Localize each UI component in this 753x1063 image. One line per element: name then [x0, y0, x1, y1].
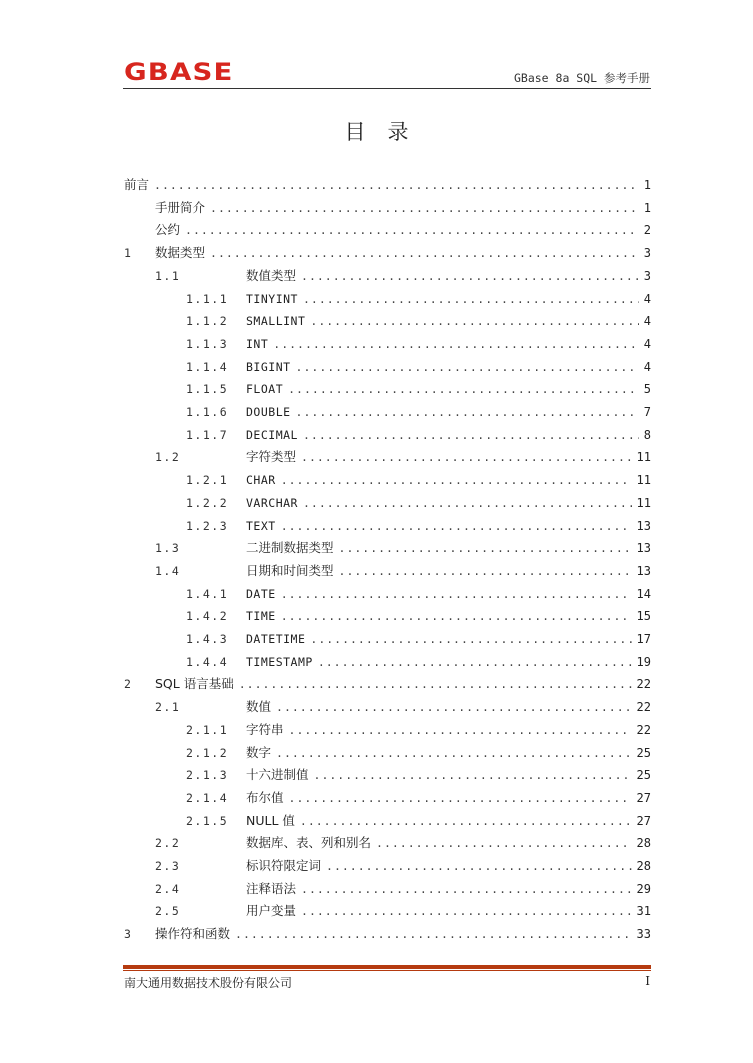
toc-entry-page: 28 — [636, 859, 651, 873]
toc-entry-label: 注释语法 — [246, 880, 297, 896]
toc-entry[interactable] — [186, 516, 651, 536]
toc-entry-number: 1.3 — [155, 541, 181, 556]
toc-entry[interactable] — [124, 243, 651, 263]
toc-entry-label: VARCHAR — [246, 495, 298, 510]
toc-entry-page: 22 — [636, 722, 651, 737]
toc-entry[interactable] — [124, 674, 651, 694]
toc-entry-label: DATETIME — [246, 632, 306, 646]
toc-entry-label: 字符串 — [246, 721, 284, 737]
toc-entry-number: 1.1.1 — [186, 291, 229, 306]
toc-dot-leader — [303, 493, 632, 513]
toc-entry-page: 2 — [643, 223, 651, 238]
toc-entry-number: 1.2.2 — [186, 495, 229, 510]
toc-entry[interactable] — [155, 697, 651, 717]
toc-entry-page: 11 — [636, 495, 651, 510]
toc-entry-number: 3 — [124, 927, 133, 942]
footer-page-number: I — [645, 974, 650, 988]
toc-entry-label: 数值 — [246, 699, 272, 715]
toc-entry-page: 19 — [636, 654, 651, 669]
toc-dot-leader — [210, 243, 639, 263]
toc-heading: 目录 — [344, 120, 431, 144]
toc-entry-page: 11 — [636, 450, 651, 465]
toc-entry-page: 15 — [636, 609, 651, 624]
toc-entry-label: 数据类型 — [155, 245, 206, 261]
toc-dot-leader — [303, 425, 639, 445]
toc-entry-label: 数字 — [246, 744, 272, 760]
toc-entry-label: CHAR — [246, 473, 276, 488]
toc-dot-leader — [310, 311, 638, 331]
toc-dot-leader — [276, 743, 632, 763]
toc-entry-number: 2.1.3 — [186, 768, 229, 783]
toc-dot-leader — [301, 266, 639, 286]
toc-entry-page: 25 — [636, 768, 651, 783]
toc-entry-number: 1.1 — [155, 268, 181, 283]
toc-entry-number: 1.4.2 — [186, 609, 229, 624]
toc-entry-number: 1.2.3 — [186, 518, 229, 533]
toc-entry-number: 1.1.6 — [186, 405, 229, 419]
toc-entry[interactable] — [186, 311, 651, 331]
toc-entry-label: DECIMAL — [246, 427, 298, 442]
toc-entry-label: 手册简介 — [155, 199, 206, 215]
toc-entry-page: 4 — [643, 336, 651, 351]
toc-entry-page: 33 — [636, 927, 651, 942]
toc-entry[interactable] — [155, 447, 651, 467]
toc-entry-page: 22 — [636, 677, 651, 692]
toc-dot-leader — [296, 357, 639, 377]
toc-dot-leader — [300, 811, 632, 831]
toc-dot-leader — [235, 924, 632, 944]
toc-entry-number: 2.2 — [155, 836, 181, 851]
toc-entry[interactable] — [186, 334, 651, 354]
toc-entry-number: 1.2.1 — [186, 473, 229, 488]
toc-entry-page: 1 — [643, 200, 651, 215]
toc-entry[interactable] — [124, 924, 651, 944]
toc-entry-label: 标识符限定词 — [246, 858, 322, 873]
toc-entry[interactable] — [155, 901, 651, 921]
toc-entry[interactable] — [155, 879, 651, 899]
toc-entry-label: INT — [246, 336, 269, 351]
toc-dot-leader — [281, 606, 632, 626]
toc-entry-number: 2.1 — [155, 700, 181, 715]
toc-entry-label: TIME — [246, 609, 276, 624]
toc-dot-leader — [301, 879, 632, 899]
toc-entry-number: 1.4 — [155, 563, 181, 578]
toc-entry-number: 1.1.2 — [186, 314, 229, 329]
toc-entry-number: 1.1.7 — [186, 427, 229, 442]
toc-entry-page: 4 — [643, 359, 651, 374]
toc-entry-label: BIGINT — [246, 359, 291, 374]
toc-entry-label: 布尔值 — [246, 789, 284, 805]
toc-dot-leader — [289, 720, 632, 740]
toc-entry[interactable] — [186, 584, 651, 604]
toc-entry-number: 1.4.4 — [186, 654, 229, 669]
toc-entry-number: 1 — [124, 246, 133, 261]
toc-entry-page: 29 — [636, 881, 651, 896]
toc-entry[interactable] — [186, 289, 651, 309]
toc-dot-leader — [154, 175, 639, 195]
toc-entry[interactable] — [186, 470, 651, 490]
toc-entry-label: 日期和时间类型 — [246, 562, 334, 578]
toc-dot-leader — [301, 901, 632, 921]
toc-entry-label: TEXT — [246, 518, 276, 533]
toc-entry-label: SMALLINT — [246, 314, 306, 329]
toc-dot-leader — [210, 198, 639, 218]
toc-entry-page: 13 — [636, 518, 651, 533]
toc-entry-number: 2.1.4 — [186, 790, 229, 805]
toc-entry-page: 1 — [643, 178, 651, 192]
toc-dot-leader — [281, 516, 632, 536]
toc-dot-leader — [296, 402, 639, 422]
toc-entry[interactable] — [186, 629, 651, 649]
toc-dot-leader — [288, 379, 639, 399]
toc-entry-number: 1.4.3 — [186, 632, 229, 646]
toc-entry-page: 27 — [636, 813, 651, 828]
toc-entry-number: 1.1.5 — [186, 382, 229, 397]
toc-entry-number: 2.5 — [155, 904, 181, 919]
document-title: GBase 8a SQL 参考手册 — [513, 71, 650, 85]
toc-entry[interactable] — [186, 765, 651, 785]
toc-entry-label: TINYINT — [246, 291, 298, 306]
toc-entry-label: 数据库、表、列和别名 — [246, 835, 372, 851]
toc-entry-number: 1.1.3 — [186, 336, 229, 351]
toc-entry-label: 数值类型 — [246, 267, 297, 283]
toc-entry[interactable] — [186, 788, 651, 808]
toc-entry-number: 2.3 — [155, 859, 181, 873]
toc-entry[interactable] — [186, 357, 651, 377]
toc-entry-page: 4 — [643, 314, 651, 329]
toc-entry[interactable] — [155, 833, 651, 853]
toc-entry-label: 操作符和函数 — [155, 926, 231, 942]
toc-entry-label: DATE — [246, 586, 276, 601]
toc-entry-page: 28 — [636, 836, 651, 851]
toc-entry-page: 7 — [643, 405, 651, 419]
footer-divider-thin — [123, 970, 651, 971]
toc-dot-leader — [314, 765, 632, 785]
toc-entry[interactable] — [155, 538, 651, 558]
gbase-logo: GBASE — [124, 58, 234, 86]
footer-divider-thick — [123, 965, 651, 969]
toc-dot-leader — [273, 334, 638, 354]
toc-entry[interactable] — [186, 811, 651, 831]
toc-entry-number: 1.2 — [155, 450, 181, 465]
toc-entry-label: 用户变量 — [246, 903, 297, 919]
toc-entry-page: 5 — [643, 382, 651, 397]
toc-dot-leader — [281, 470, 632, 490]
toc-entry[interactable] — [186, 402, 651, 422]
header-divider — [123, 88, 651, 89]
toc-entry-page: 3 — [643, 246, 651, 261]
toc-entry-number: 2.1.1 — [186, 722, 229, 737]
toc-dot-leader — [289, 788, 632, 808]
toc-entry-label: 二进制数据类型 — [246, 540, 334, 556]
toc-dot-leader — [310, 629, 631, 649]
toc-entry-label: SQL 语言基础 — [155, 676, 234, 692]
toc-entry[interactable] — [124, 175, 651, 195]
toc-dot-leader — [318, 652, 632, 672]
toc-entry-label: TIMESTAMP — [246, 654, 313, 669]
toc-dot-leader — [303, 289, 639, 309]
toc-entry-number: 2.4 — [155, 881, 181, 896]
toc-entry[interactable] — [186, 379, 651, 399]
toc-entry[interactable] — [186, 652, 651, 672]
toc-entry-page: 22 — [636, 700, 651, 715]
toc-entry[interactable] — [186, 493, 651, 513]
toc-entry-number: 1.4.1 — [186, 586, 229, 601]
toc-dot-leader — [281, 584, 632, 604]
toc-dot-leader — [339, 561, 632, 581]
toc-entry-number: 1.1.4 — [186, 359, 229, 374]
toc-dot-leader — [376, 833, 632, 853]
toc-entry-page: 14 — [636, 586, 651, 601]
toc-entry[interactable] — [186, 425, 651, 445]
toc-entry-page: 4 — [643, 291, 651, 306]
toc-dot-leader — [301, 447, 632, 467]
toc-entry[interactable] — [155, 220, 651, 240]
toc-entry-page: 8 — [643, 427, 651, 442]
toc-entry[interactable] — [186, 606, 651, 626]
toc-dot-leader — [185, 220, 639, 240]
toc-entry[interactable] — [155, 856, 651, 876]
toc-entry-label: FLOAT — [246, 382, 284, 397]
toc-entry-page: 13 — [636, 563, 651, 578]
toc-entry[interactable] — [155, 266, 651, 286]
toc-entry-number: 2 — [124, 677, 133, 692]
toc-dot-leader — [276, 697, 632, 717]
toc-entry[interactable] — [186, 720, 651, 740]
toc-entry-page: 13 — [636, 541, 651, 556]
toc-entry-page: 27 — [636, 790, 651, 805]
toc-entry-label: 前言 — [124, 177, 150, 192]
toc-entry-label: 十六进制值 — [246, 767, 309, 783]
toc-entry-label: 公约 — [155, 222, 181, 238]
toc-entry-number: 2.1.2 — [186, 745, 229, 760]
toc-entry-label: DOUBLE — [246, 405, 291, 419]
toc-dot-leader — [339, 538, 632, 558]
toc-entry-number: 2.1.5 — [186, 813, 229, 828]
toc-entry-label: NULL 值 — [246, 812, 295, 828]
toc-dot-leader — [326, 856, 632, 876]
toc-entry-label: 字符类型 — [246, 449, 297, 465]
toc-entry-page: 25 — [636, 745, 651, 760]
toc-entry-page: 3 — [643, 268, 651, 283]
toc-entry[interactable] — [155, 198, 651, 218]
toc-entry-page: 11 — [636, 473, 651, 488]
toc-entry[interactable] — [155, 561, 651, 581]
toc-entry[interactable] — [186, 743, 651, 763]
toc-entry-page: 17 — [636, 632, 651, 646]
toc-entry-page: 31 — [636, 904, 651, 919]
footer-company-name: 南大通用数据技术股份有限公司 — [124, 976, 293, 990]
toc-dot-leader — [239, 674, 632, 694]
